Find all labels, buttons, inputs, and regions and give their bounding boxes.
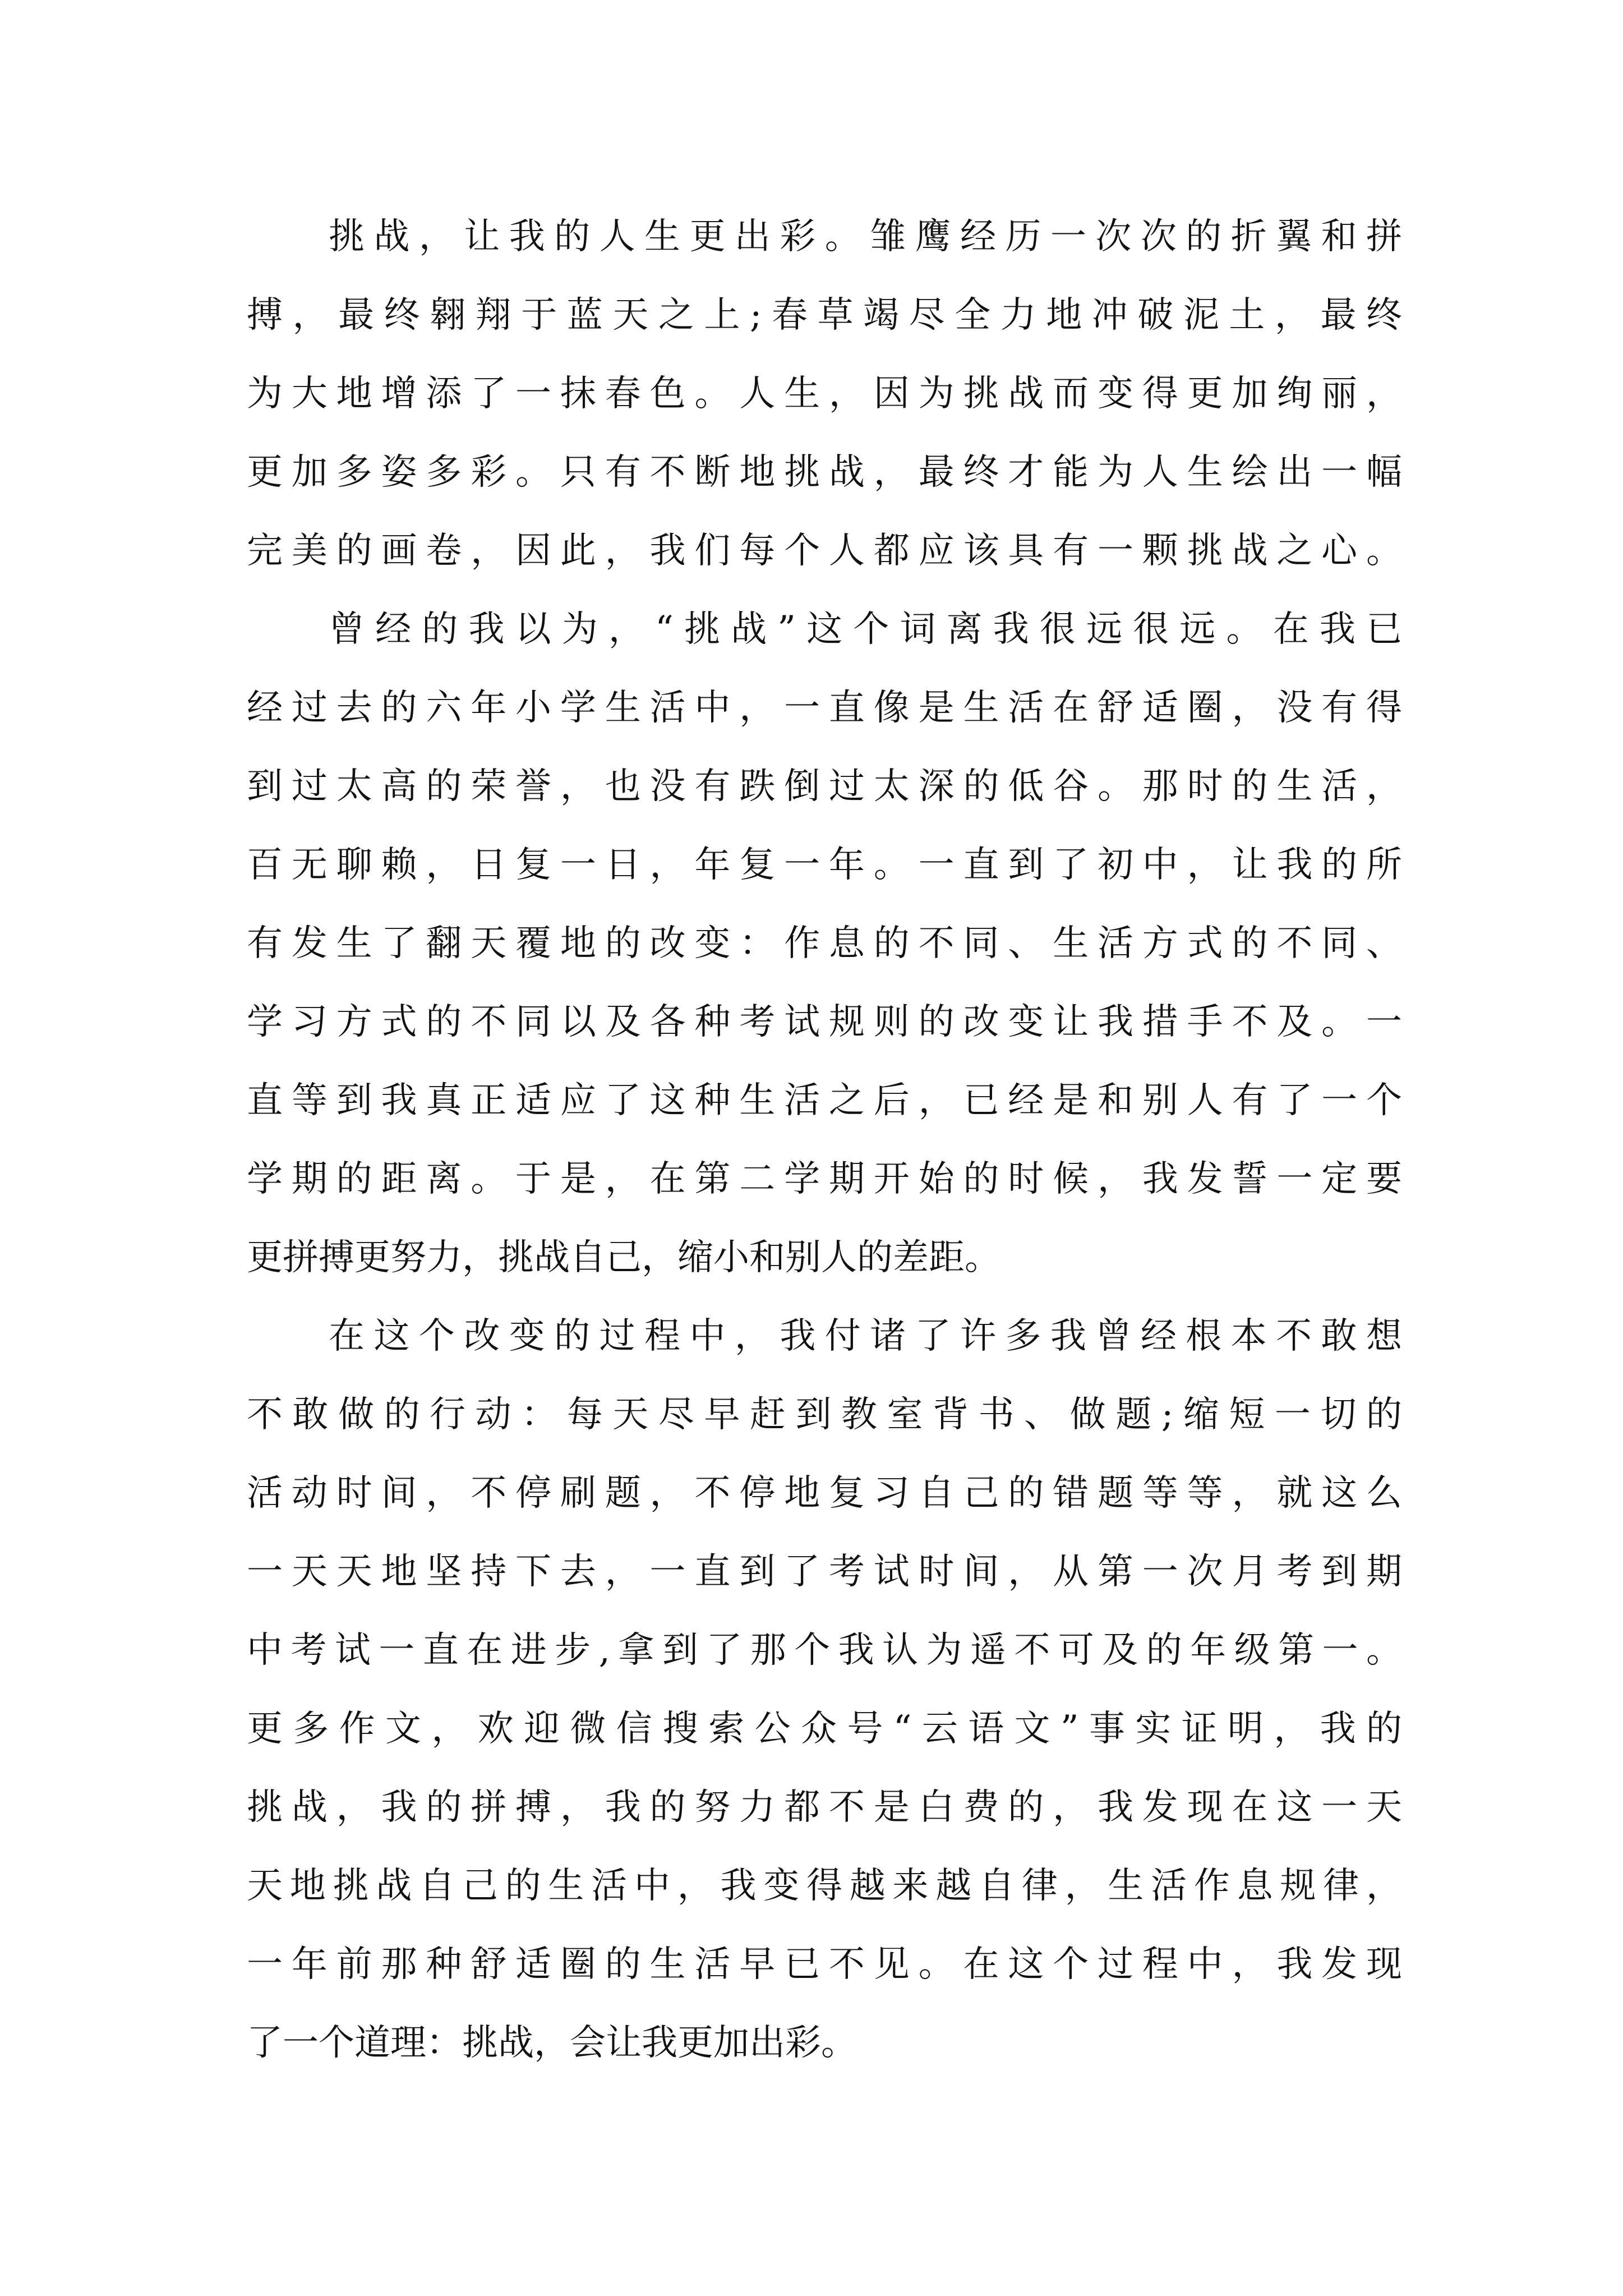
text-line: 搏，最终翱翔于蓝天之上;春草竭尽全力地冲破泥土，最终 (247, 295, 1402, 336)
text-line: 不敢做的行动：每天尽早赶到教室背书、做题;缩短一切的 (247, 1394, 1402, 1435)
text-line: 天地挑战自己的生活中，我变得越来越自律，生活作息规律， (247, 1865, 1402, 1907)
text-line: 有发生了翻天覆地的改变：作息的不同、生活方式的不同、 (247, 923, 1402, 964)
text-line: 为大地增添了一抹春色。人生，因为挑战而变得更加绚丽， (247, 373, 1402, 415)
text-line: 中考试一直在进步,拿到了那个我认为遥不可及的年级第一。 (247, 1630, 1402, 1671)
text-line: 挑战，让我的人生更出彩。雏鹰经历一次次的折翼和拼 (329, 216, 1402, 257)
text-line: 活动时间，不停刷题，不停地复习自己的错题等等，就这么 (247, 1473, 1402, 1514)
text-line: 一天天地坚持下去，一直到了考试时间，从第一次月考到期 (247, 1551, 1402, 1593)
text-line: 学习方式的不同以及各种考试规则的改变让我措手不及。一 (247, 1001, 1402, 1043)
text-line: 到过太高的荣誉，也没有跌倒过太深的低谷。那时的生活， (247, 766, 1402, 807)
text-line: 更多作文，欢迎微信搜索公众号“云语文”事实证明，我的 (247, 1708, 1402, 1750)
text-line: 更拼搏更努力，挑战自己，缩小和别人的差距。 (247, 1237, 1000, 1278)
text-line: 更加多姿多彩。只有不断地挑战，最终才能为人生绘出一幅 (247, 452, 1402, 493)
paragraph-3 (247, 1297, 1402, 2082)
text-line: 挑战，我的拼搏，我的努力都不是白费的，我发现在这一天 (247, 1787, 1402, 1828)
text-line: 百无聊赖，日复一日，年复一年。一直到了初中，让我的所 (247, 844, 1402, 886)
text-line: 直等到我真正适应了这种生活之后，已经是和别人有了一个 (247, 1080, 1402, 1121)
paragraph-1 (247, 197, 1402, 590)
essay-body (247, 197, 1402, 2082)
text-line: 完美的画卷，因此，我们每个人都应该具有一颗挑战之心。 (247, 530, 1402, 572)
text-line: 一年前那种舒适圈的生活早已不见。在这个过程中，我发现 (247, 1944, 1402, 1985)
text-line: 在这个改变的过程中，我付诸了许多我曾经根本不敢想 (329, 1315, 1402, 1357)
paragraph-2 (247, 590, 1402, 1297)
text-line: 经过去的六年小学生活中，一直像是生活在舒适圈，没有得 (247, 687, 1402, 729)
text-line: 学期的距离。于是，在第二学期开始的时候，我发誓一定要 (247, 1158, 1402, 1200)
text-line: 了一个道理：挑战，会让我更加出彩。 (247, 2022, 857, 2064)
text-line: 曾经的我以为，“挑战”这个词离我很远很远。在我已 (329, 609, 1402, 650)
